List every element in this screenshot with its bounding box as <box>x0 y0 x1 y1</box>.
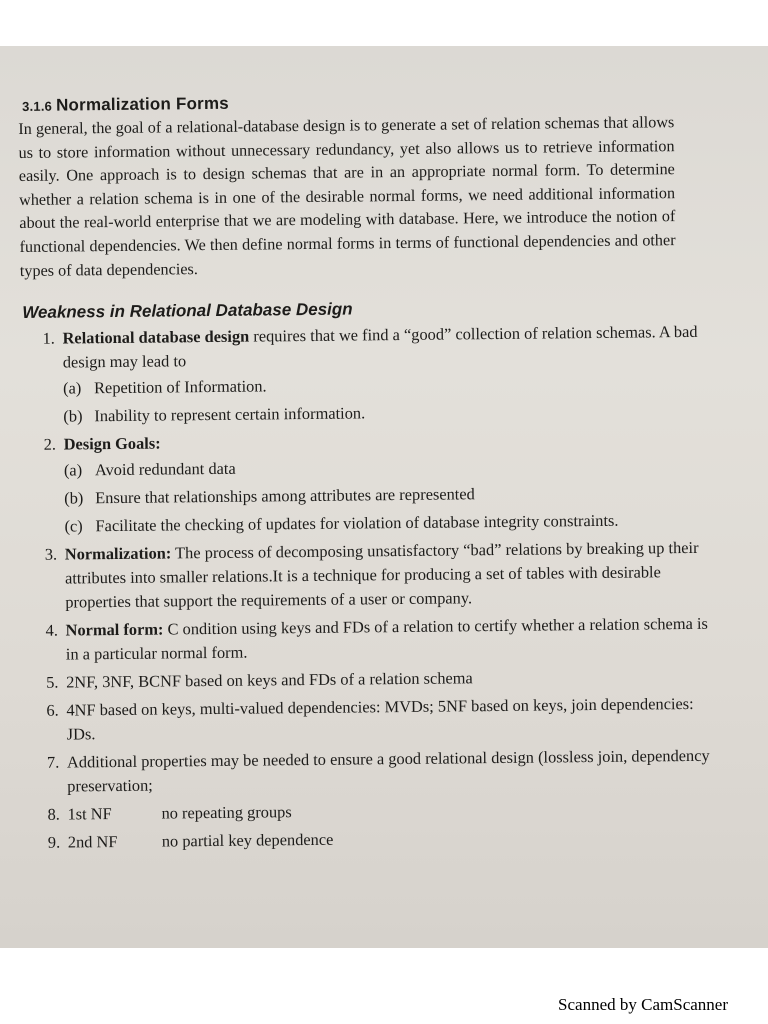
list-item: 8. 1st NF no repeating groups <box>47 802 292 824</box>
sub-item: (a) Repetition of Information. <box>62 376 267 398</box>
list-item: 9. 2nd NF no partial key dependence <box>47 829 334 852</box>
list-item: 2. Design Goals: (a) Avoid redundant data (b) Ensure that relationships among attributes are represented (c) Facilitate the checking of updates for violation of database integrity constraints. <box>44 426 723 539</box>
list-item: 5. 2NF, 3NF, BCNF based on keys and FDs of a relation schema <box>46 668 473 692</box>
points-list <box>20 320 725 855</box>
sub-item: (a) Avoid redundant data <box>63 458 236 480</box>
list-item: 6. 4NF based on keys, multi-valued dependencies: MVDs; 5NF based on keys, join dependencies: JDs. <box>46 694 694 744</box>
scanned-page <box>0 46 768 948</box>
list-item: 1. Relational database design requires that we find a “good” collection of relation schemas. A bad design may lead to (a) Repetition of Information. (b) Inability to represent certain information. <box>42 320 721 429</box>
sub-list <box>64 452 723 539</box>
sub-list <box>63 370 722 429</box>
intro-paragraph: In general, the goal of a relational-database design is to generate a set of relation schemas that allows us to store information without unnecessary redundancy, yet also allows us to retrieve information easily. One approach is to design schemas that are in an appropriate normal form. To determine whether a relation schema is in one of the desirable normal forms, we need additional information about the real-world enterprise that we are modeling with database. Here, we introduce the notion of functional dependencies. We then define normal forms in terms of functional dependencies and other types of data dependencies. <box>18 113 676 280</box>
sub-item: (c) Facilitate the checking of updates for violation of database integrity constraints. <box>64 510 619 536</box>
top-margin <box>0 0 768 46</box>
section-title-text: Normalization Forms <box>55 93 229 115</box>
page-content <box>18 89 726 859</box>
sub-item: (b) Inability to represent certain information. <box>63 403 366 426</box>
scanner-watermark: Scanned by CamScanner <box>558 995 728 1014</box>
section-number: 3.1.6 <box>22 98 53 114</box>
list-item: 7. Additional properties may be needed to ensure a good relational design (lossless join, dependency preservation; <box>46 745 710 796</box>
sub-item: (b) Ensure that relationships among attributes are represented <box>64 484 475 508</box>
list-item: 3. Normalization: The process of decomposing unsatisfactory “bad” relations by breaking up their attributes into smaller relations.It is a technique for producing a set of tables with desirable properties that support the requirements of a user or company. <box>44 538 699 612</box>
subheading: Weakness in Relational Database Design <box>22 299 353 323</box>
list-item: 4. Normal form: C ondition using keys and FDs of a relation to certify whether a relation schema is in a particular normal form. <box>45 613 708 664</box>
